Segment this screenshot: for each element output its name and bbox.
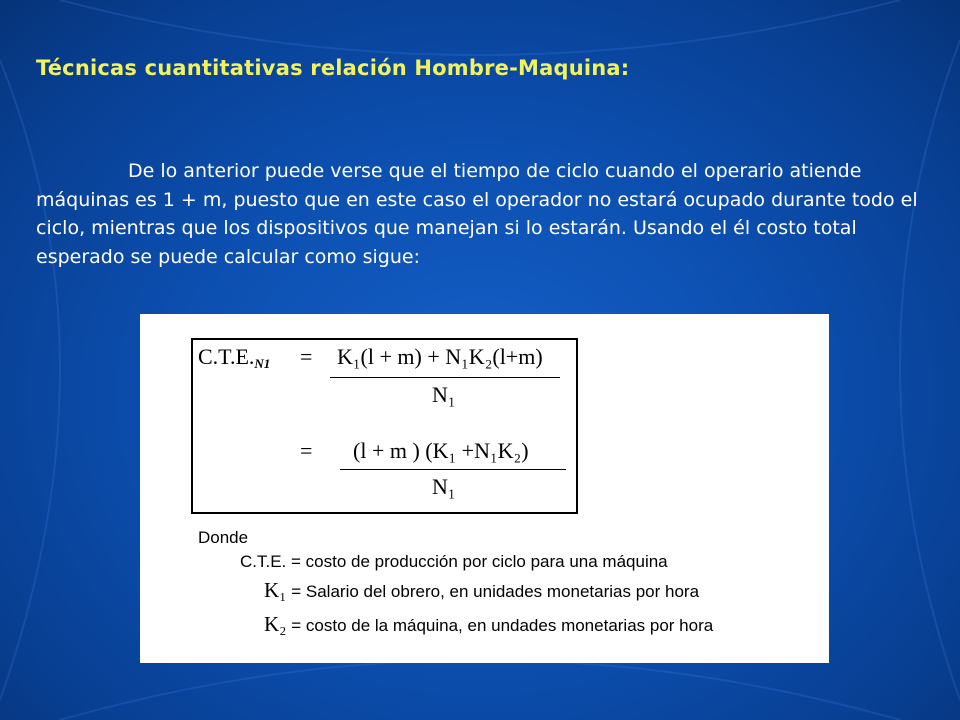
legend-definition: = costo de producción por ciclo para una máquina (291, 552, 668, 571)
legend-heading: Donde (198, 528, 249, 547)
formula-image (140, 314, 829, 663)
legend-definition: = Salario del obrero, en unidades monetarias por hora (291, 582, 700, 601)
legend-item (264, 612, 713, 637)
legend-definition: = costo de la máquina, en undades monetarias por hora (291, 616, 714, 635)
slide-paragraph (36, 157, 926, 271)
formula-equals-1: = (300, 344, 313, 369)
fraction-line-2 (340, 469, 566, 470)
fraction-line-1 (330, 377, 560, 378)
formula-denominator-1: N₁ (432, 382, 456, 407)
formula-numerator-1: K₁(l + m) + N₁K₂(l+m) (337, 344, 543, 369)
legend-symbol: K₁ (264, 578, 287, 602)
paragraph-text: De lo anterior puede verse que el tiempo de ciclo cuando el operario atiende máquinas es 1 + m, puesto que en este caso el operador no estará ocupado durante todo el ciclo, mientras que los dispositivos que manejan si lo estarán. Usando el él costo total esperado se puede calcular como sigue: (36, 160, 918, 268)
legend-symbol: C.T.E. (240, 552, 287, 571)
formula-denominator-2: N₁ (432, 474, 456, 499)
legend-symbol: K₂ (264, 612, 287, 636)
formula-lhs: $C.T.E._{N1}$ (198, 344, 271, 371)
formula-numerator-2: (l + m ) (K₁ +N₁K₂) (353, 438, 529, 463)
slide-title: Técnicas cuantitativas relación Hombre-Maquina: (36, 56, 630, 80)
legend-item (240, 552, 668, 572)
formula-equals-2: = (300, 438, 313, 463)
legend-item (264, 578, 699, 603)
